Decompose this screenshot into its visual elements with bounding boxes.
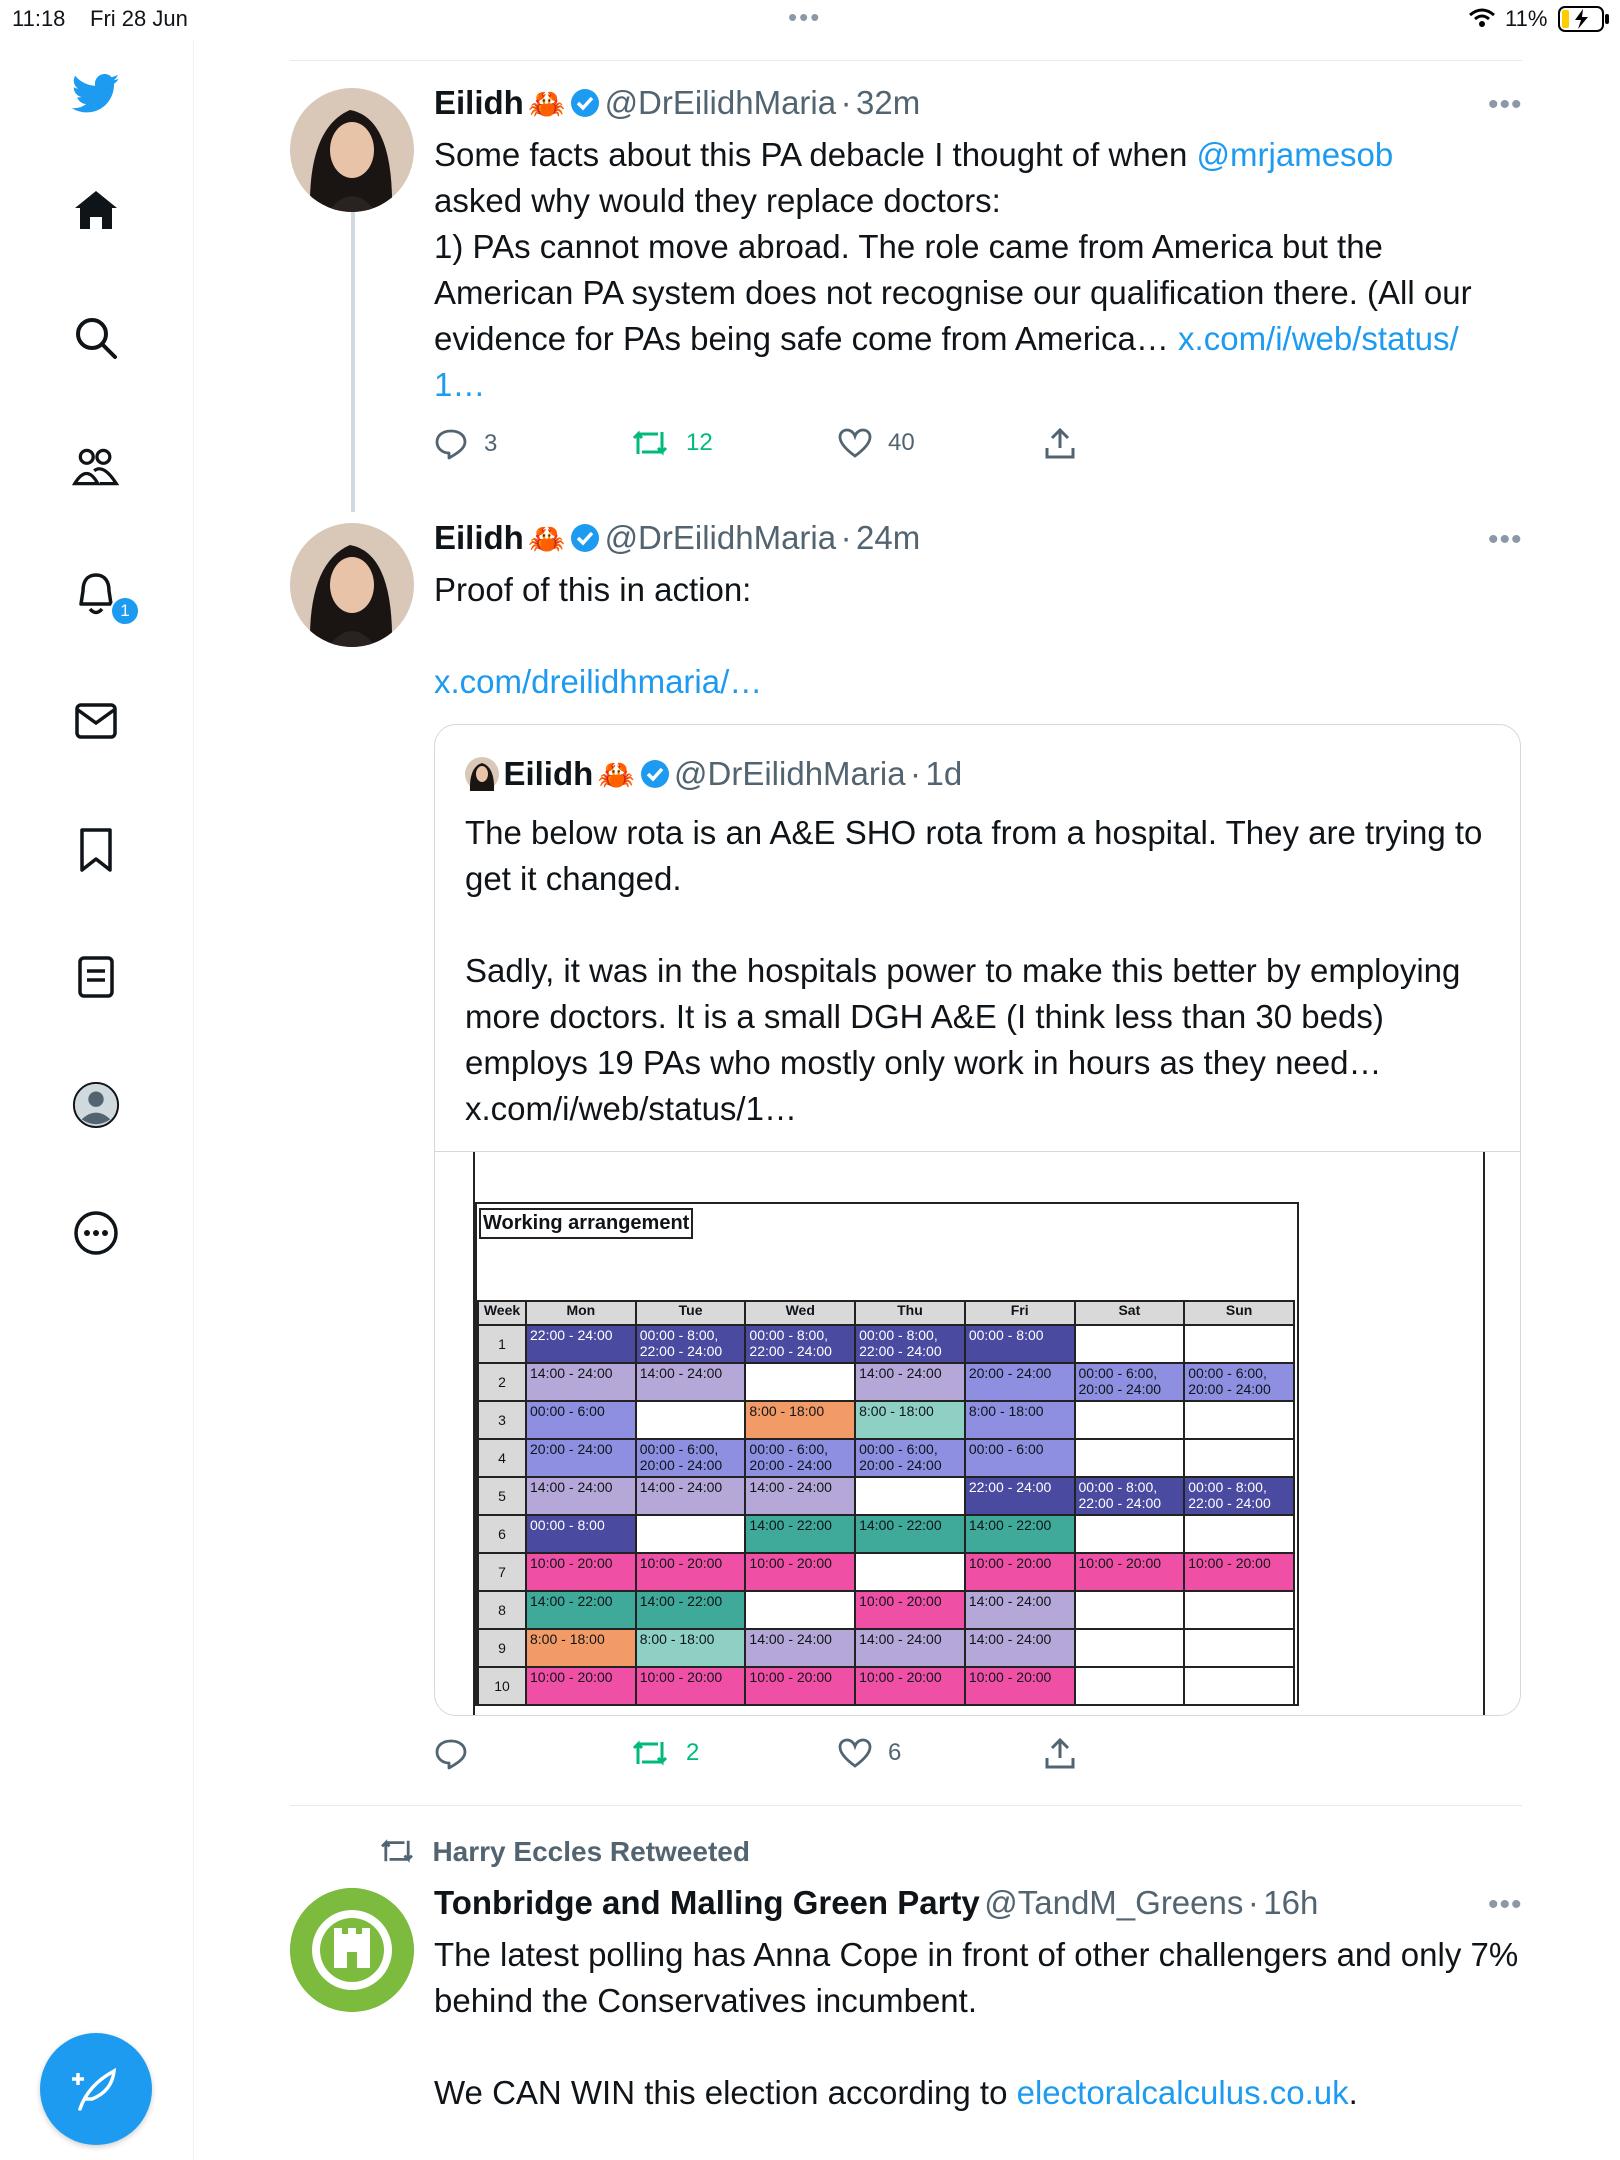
lists-icon[interactable] (72, 953, 120, 1001)
rota-shift-cell: 14:00 - 22:00 (855, 1515, 965, 1553)
rota-shift-cell (1075, 1325, 1185, 1363)
retweet-context (378, 1836, 750, 1868)
rota-header-cell: Sat (1075, 1301, 1185, 1325)
rota-shift-cell (1184, 1591, 1294, 1629)
more-menu-icon[interactable]: ••• (1488, 523, 1523, 556)
rota-shift-cell: 14:00 - 22:00 (636, 1591, 746, 1629)
verified-badge-icon (570, 88, 600, 118)
profile-link[interactable]: x.com/dreilidhmaria/… (434, 663, 763, 700)
sidebar (0, 40, 194, 2160)
rota-shift-cell: 10:00 - 20:00 (855, 1667, 965, 1705)
rota-shift-cell: 10:00 - 20:00 (636, 1667, 746, 1705)
tweet-text-body: asked why would they replace doctors: 1) PAs cannot move abroad. The role came from America but the American PA system does not recognise our qualification there. (All our evidence for PAs being safe come from America… (434, 182, 1472, 357)
crab-emoji-icon: 🦀 (528, 88, 566, 121)
quote-handle: @DrEilidhMaria (674, 755, 906, 792)
more-menu-icon[interactable]: ••• (1488, 88, 1523, 121)
rota-shift-cell: 14:00 - 22:00 (965, 1515, 1075, 1553)
rota-shift-cell (1075, 1629, 1185, 1667)
bookmarks-icon[interactable] (72, 826, 120, 874)
top-divider (290, 60, 1522, 61)
rota-shift-cell: 00:00 - 8:00, 22:00 - 24:00 (636, 1325, 746, 1363)
rota-shift-cell (1184, 1401, 1294, 1439)
rota-shift-cell: 14:00 - 24:00 (526, 1363, 636, 1401)
rota-shift-cell: 14:00 - 24:00 (855, 1629, 965, 1667)
handle[interactable]: @DrEilidhMaria (604, 519, 837, 556)
rota-shift-cell: 14:00 - 22:00 (526, 1591, 636, 1629)
messages-icon[interactable] (72, 697, 120, 745)
rota-shift-cell: 10:00 - 20:00 (965, 1667, 1075, 1705)
rota-shift-cell: 8:00 - 18:00 (636, 1629, 746, 1667)
website-link[interactable]: electoralcalculus.co.uk (1016, 2074, 1349, 2111)
rota-shift-cell: 14:00 - 24:00 (965, 1591, 1075, 1629)
share-icon (1044, 1736, 1076, 1770)
rota-row (478, 1667, 1294, 1705)
rota-shift-cell: 00:00 - 6:00, 20:00 - 24:00 (745, 1439, 855, 1477)
rota-header-cell: Sun (1184, 1301, 1294, 1325)
reply-icon (434, 428, 468, 460)
verified-badge-icon (640, 759, 670, 789)
rota-shift-cell: 8:00 - 18:00 (855, 1401, 965, 1439)
rota-shift-cell (745, 1591, 855, 1629)
rota-shift-cell: 00:00 - 8:00 (526, 1515, 636, 1553)
page-edge-right (1483, 1152, 1485, 1715)
rota-week-number: 9 (478, 1629, 526, 1667)
dot-separator: · (840, 519, 852, 556)
rota-shift-cell: 14:00 - 24:00 (526, 1477, 636, 1515)
retweet-context-icon (378, 1837, 416, 1865)
share-button[interactable] (1044, 1736, 1076, 1770)
rota-row (478, 1325, 1294, 1363)
tweet-header (434, 84, 920, 122)
like-button[interactable] (838, 1738, 901, 1768)
status-time: 11:18 (12, 6, 66, 31)
heart-icon (838, 1738, 872, 1768)
like-button[interactable] (838, 428, 915, 458)
tweet-3[interactable] (290, 1820, 1522, 2160)
rota-title: Working arrangement (479, 1208, 693, 1239)
rota-week-number: 3 (478, 1401, 526, 1439)
timestamp[interactable]: 24m (856, 519, 921, 556)
timestamp[interactable]: 16h (1263, 1884, 1319, 1921)
rota-shift-cell: 10:00 - 20:00 (855, 1591, 965, 1629)
rota-shift-cell: 8:00 - 18:00 (745, 1401, 855, 1439)
retweet-icon (630, 428, 670, 458)
tweet-text (434, 1932, 1519, 2116)
rota-shift-cell: 10:00 - 20:00 (526, 1667, 636, 1705)
tweet-text-end: . (1348, 2074, 1358, 2111)
rota-shift-cell: 14:00 - 24:00 (636, 1477, 746, 1515)
tweet-text: Proof of this in action: (434, 571, 752, 608)
avatar[interactable] (290, 523, 414, 647)
retweet-button[interactable] (630, 428, 713, 458)
display-name[interactable]: Eilidh (434, 519, 524, 556)
tweet-1[interactable] (290, 70, 1522, 470)
avatar[interactable] (290, 88, 414, 212)
rota-shift-cell: 20:00 - 24:00 (965, 1363, 1075, 1401)
rota-row (478, 1439, 1294, 1477)
rota-week-number: 5 (478, 1477, 526, 1515)
battery-percent: 11% (1505, 6, 1548, 31)
rota-shift-cell (855, 1477, 965, 1515)
tweet-text-body: The latest polling has Anna Cope in front of other challengers and only 7% behind the Conservatives incumbent. We CAN WIN this election according to (434, 1936, 1519, 2111)
rota-row (478, 1401, 1294, 1439)
reply-button[interactable] (434, 428, 497, 460)
rota-shift-cell: 10:00 - 20:00 (1184, 1553, 1294, 1591)
timestamp[interactable]: 32m (856, 84, 921, 121)
quote-timestamp: 1d (925, 755, 963, 792)
rota-shift-cell: 8:00 - 18:00 (965, 1401, 1075, 1439)
rota-shift-cell: 00:00 - 8:00, 22:00 - 24:00 (745, 1325, 855, 1363)
compose-feather-icon (70, 2063, 122, 2115)
rota-shift-cell (1075, 1515, 1185, 1553)
tweet-text (434, 132, 1519, 408)
twitter-logo-icon[interactable] (72, 70, 120, 118)
rota-shift-cell: 22:00 - 24:00 (526, 1325, 636, 1363)
profile-avatar-icon[interactable] (72, 1081, 120, 1129)
verified-badge-icon (570, 523, 600, 553)
rota-shift-cell: 10:00 - 20:00 (965, 1553, 1075, 1591)
retweeted-by[interactable]: Harry Eccles Retweeted (432, 1836, 750, 1867)
rota-shift-cell: 00:00 - 8:00, 22:00 - 24:00 (1184, 1477, 1294, 1515)
retweet-button[interactable] (630, 1738, 699, 1768)
battery-charging-icon (1558, 6, 1610, 32)
rota-body (478, 1325, 1294, 1705)
rota-shift-cell: 20:00 - 24:00 (526, 1439, 636, 1477)
rota-week-number: 2 (478, 1363, 526, 1401)
reply-count: 3 (484, 430, 498, 457)
tweet-header (434, 519, 920, 557)
handle[interactable]: @DrEilidhMaria (604, 84, 837, 121)
rota-shift-cell: 00:00 - 6:00, 20:00 - 24:00 (636, 1439, 746, 1477)
rota-shift-cell (636, 1401, 746, 1439)
rota-shift-cell (1075, 1667, 1185, 1705)
quote-display-name: Eilidh (503, 755, 594, 792)
rota-table (477, 1300, 1295, 1706)
compose-tweet-button[interactable] (40, 2033, 152, 2145)
rota-shift-cell: 10:00 - 20:00 (745, 1553, 855, 1591)
avatar[interactable] (290, 1888, 414, 2012)
retweet-count: 12 (686, 429, 713, 456)
rota-shift-cell: 00:00 - 6:00, 20:00 - 24:00 (1184, 1363, 1294, 1401)
rota-row (478, 1477, 1294, 1515)
more-menu-icon[interactable]: ••• (1488, 1888, 1523, 1921)
rota-week-number: 4 (478, 1439, 526, 1477)
like-count: 6 (888, 1739, 902, 1766)
rota-shift-cell (1184, 1325, 1294, 1363)
rota-shift-cell: 00:00 - 8:00, 22:00 - 24:00 (1075, 1477, 1185, 1515)
rota-shift-cell (745, 1363, 855, 1401)
like-count: 40 (888, 429, 915, 456)
rota-shift-cell (1184, 1629, 1294, 1667)
dot-separator: · (840, 84, 852, 121)
status-date: Fri 28 Jun (90, 6, 188, 31)
rota-header-cell: Week (478, 1301, 526, 1325)
share-icon (1044, 426, 1076, 460)
rota-week-number: 6 (478, 1515, 526, 1553)
rota-shift-cell (1075, 1401, 1185, 1439)
rota-shift-cell: 14:00 - 24:00 (745, 1629, 855, 1667)
handle[interactable]: @TandM_Greens (984, 1884, 1244, 1921)
display-name[interactable]: Tonbridge and Malling Green Party (434, 1884, 980, 1921)
rota-week-number: 7 (478, 1553, 526, 1591)
rota-header-cell: Mon (526, 1301, 636, 1325)
mention-link[interactable]: @mrjamesob (1196, 136, 1394, 173)
quote-avatar (465, 757, 499, 791)
rota-header-cell: Fri (965, 1301, 1075, 1325)
rota-shift-cell: 14:00 - 24:00 (965, 1629, 1075, 1667)
heart-icon (838, 428, 872, 458)
rota-header-cell: Tue (636, 1301, 746, 1325)
more-options-icon[interactable] (72, 1209, 120, 1257)
rota-shift-cell: 14:00 - 22:00 (745, 1515, 855, 1553)
rota-shift-cell: 10:00 - 20:00 (636, 1553, 746, 1591)
rota-shift-cell: 00:00 - 6:00, 20:00 - 24:00 (855, 1439, 965, 1477)
rota-week-number: 1 (478, 1325, 526, 1363)
crab-emoji-icon: 🦀 (597, 759, 636, 792)
rota-shift-cell (636, 1515, 746, 1553)
rota-shift-cell (1184, 1515, 1294, 1553)
rota-shift-cell: 10:00 - 20:00 (745, 1667, 855, 1705)
rota-header-cell: Wed (745, 1301, 855, 1325)
reply-button[interactable] (434, 1738, 484, 1770)
rota-row (478, 1553, 1294, 1591)
rota-row (478, 1363, 1294, 1401)
tweet-header (434, 1884, 1318, 1922)
reply-icon (434, 1738, 468, 1770)
rota-shift-cell: 14:00 - 24:00 (636, 1363, 746, 1401)
rota-shift-cell: 00:00 - 8:00 (965, 1325, 1075, 1363)
notifications-badge: 1 (110, 596, 140, 626)
rota-shift-cell: 10:00 - 20:00 (1075, 1553, 1185, 1591)
rota-week-number: 8 (478, 1591, 526, 1629)
home-icon[interactable] (72, 186, 120, 234)
rota-week-number: 10 (478, 1667, 526, 1705)
rota-shift-cell (855, 1553, 965, 1591)
quote-text: The below rota is an A&E SHO rota from a hospital. They are trying to get it changed. Sadly, it was in the hospitals power to make this better by employing more doctors. It is a small DGH A&E (I think less than 30 beds) employs 19 PAs who mostly only work in hours as they need… x.com/i/web/status/1… (465, 814, 1483, 1127)
quoted-tweet[interactable] (434, 724, 1521, 1716)
rota-shift-cell (1075, 1591, 1185, 1629)
share-button[interactable] (1044, 426, 1076, 460)
rota-shift-cell: 14:00 - 24:00 (745, 1477, 855, 1515)
rota-shift-cell (1184, 1667, 1294, 1705)
rota-shift-cell: 00:00 - 6:00 (526, 1401, 636, 1439)
status-bar (0, 0, 1620, 40)
wifi-icon (1468, 8, 1496, 28)
status-link[interactable]: x.com/i/web/status/ 1… (434, 320, 1459, 403)
tweet-text-start: Some facts about this PA debacle I thought of when (434, 136, 1197, 173)
rota-shift-cell (1184, 1439, 1294, 1477)
rota-shift-cell: 00:00 - 6:00, 20:00 - 24:00 (1075, 1363, 1185, 1401)
rota-shift-cell: 10:00 - 20:00 (526, 1553, 636, 1591)
retweet-count: 2 (686, 1739, 700, 1766)
rota-row (478, 1591, 1294, 1629)
rota-shift-cell: 00:00 - 8:00, 22:00 - 24:00 (855, 1325, 965, 1363)
rota-row (478, 1629, 1294, 1667)
multitask-dots-icon[interactable]: ••• (788, 2, 822, 32)
rota-shift-cell (1075, 1439, 1185, 1477)
tweet-divider (290, 1805, 1522, 1806)
rota-image[interactable] (435, 1152, 1520, 1715)
rota-shift-cell: 8:00 - 18:00 (526, 1629, 636, 1667)
rota-shift-cell: 00:00 - 6:00 (965, 1439, 1075, 1477)
rota-shift-cell: 14:00 - 24:00 (855, 1363, 965, 1401)
search-icon[interactable] (72, 314, 120, 362)
rota-shift-cell: 22:00 - 24:00 (965, 1477, 1075, 1515)
quote-header (465, 755, 962, 793)
communities-icon[interactable] (72, 443, 120, 491)
dot-separator: · (1247, 1884, 1259, 1921)
dot-separator: · (910, 755, 922, 792)
rota-header-row (478, 1301, 1294, 1325)
display-name[interactable]: Eilidh (434, 84, 524, 121)
crab-emoji-icon: 🦀 (528, 523, 566, 556)
rota-row (478, 1515, 1294, 1553)
rota-header-cell: Thu (855, 1301, 965, 1325)
retweet-icon (630, 1738, 670, 1768)
